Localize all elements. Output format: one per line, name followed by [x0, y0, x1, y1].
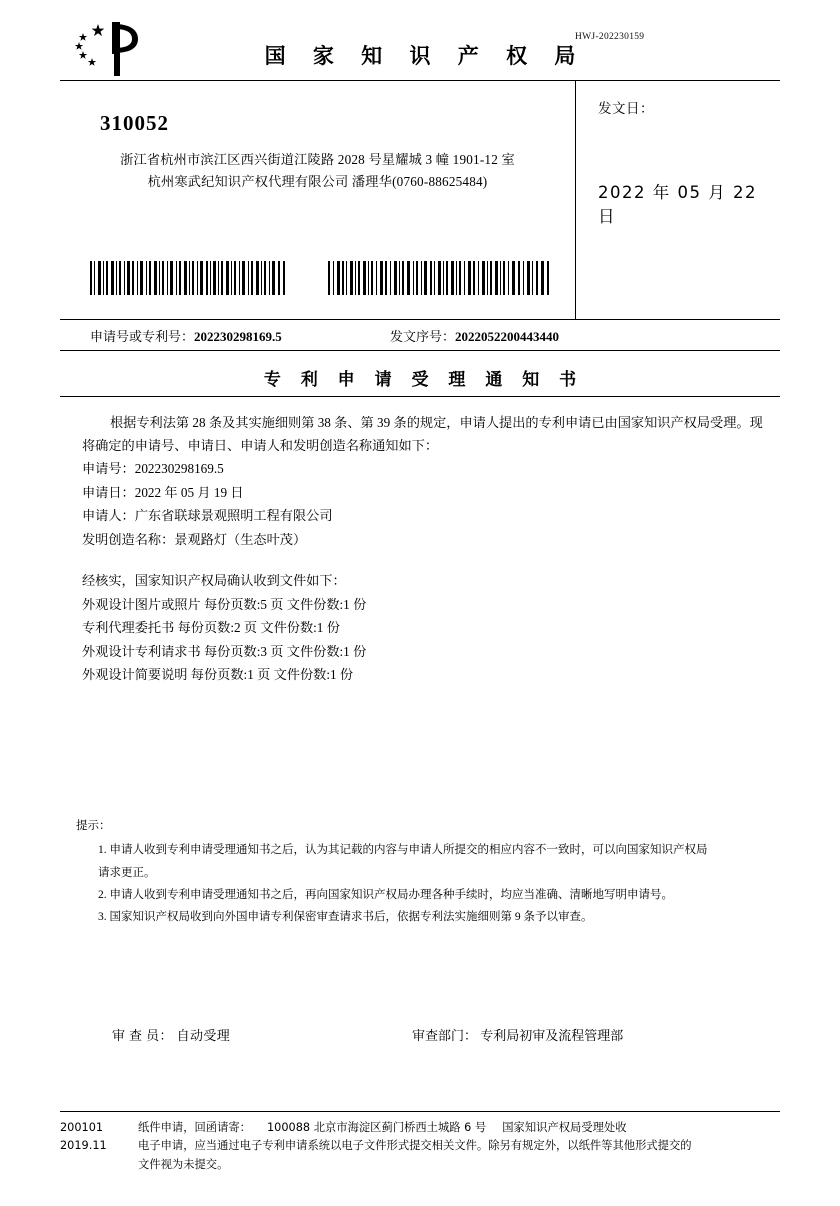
application-number-field [90, 326, 390, 345]
page-title: 国 家 知 识 产 权 局 [264, 44, 586, 68]
barcode-group [90, 261, 552, 295]
info-application-number: 申请号：202230298169.5 [82, 461, 224, 477]
footer-code-1: 200101 [60, 1121, 104, 1135]
barcode-serial-number [328, 261, 552, 295]
send-date-area [575, 81, 780, 319]
examiner-row [60, 1025, 780, 1044]
footer-line-3: 文件视为未提交。 [138, 1157, 229, 1171]
document-item: 专利代理委托书 每份页数:2 页 文件份数:1 份 [82, 620, 340, 636]
document-page [0, 18, 840, 1206]
note-item-continuation: 请求更正。 [98, 866, 156, 879]
footer-body [60, 1119, 780, 1174]
examiner-value: 自动受理 [176, 1027, 231, 1043]
footer-paper-label: 纸件申请，回函请寄： [138, 1121, 251, 1135]
document-footer [60, 1111, 780, 1174]
note-item: 2. 申请人收到专利申请受理通知书之后，再向国家知识产权局办理各种手续时，均应当准确、清晰地写明申请号。 [98, 888, 673, 901]
note-item: 1. 申请人收到专利申请受理通知书之后，认为其记载的内容与申请人所提交的相应内容不一致时，可以向国家知识产权局 [98, 844, 708, 857]
send-date-value: 2022 年 05 月 22 日 [598, 183, 757, 226]
footer-line-1 [138, 1119, 780, 1137]
footer-paper-address: 100088 北京市海淀区蓟门桥西土城路 6 号 [266, 1121, 487, 1135]
document-item: 外观设计图片或照片 每份页数:5 页 文件份数:1 份 [82, 596, 367, 612]
document-code: HWJ-202230159 [575, 32, 645, 42]
info-application-date: 申请日：2022 年 05 月 19 日 [82, 484, 244, 500]
address-line-2: 杭州寒武纪知识产权代理有限公司 潘理华(0760-88625484) [147, 174, 488, 190]
footer-code-2: 2019.11 [60, 1139, 107, 1153]
info-invention-name: 发明创造名称：景观路灯（生态叶茂） [82, 531, 307, 547]
examiner-field [112, 1025, 412, 1044]
application-number-row [60, 320, 780, 351]
application-number-value: 202230298169.5 [194, 328, 282, 344]
serial-number-value: 2022052200443440 [455, 328, 560, 344]
note-item: 3. 国家知识产权局收到向外国申请专利保密审查请求书后，依据专利法实施细则第 9 条予以审查。 [98, 911, 593, 924]
department-value: 专利局初审及流程管理部 [480, 1027, 624, 1043]
examiner-label: 审 查 员： [112, 1027, 173, 1043]
body-spacer [60, 551, 780, 569]
address-area [60, 81, 575, 319]
document-item: 外观设计专利请求书 每份页数:3 页 文件份数:1 份 [82, 643, 367, 659]
document-header [60, 18, 780, 80]
barcode-application-number [90, 261, 286, 295]
application-number-label: 申请号或专利号： [90, 328, 195, 344]
document-item: 外观设计简要说明 每份页数:1 页 文件份数:1 份 [82, 667, 354, 683]
department-field [412, 1025, 623, 1044]
footer-line-2: 电子申请，应当通过电子专利申请系统以电子文件形式提交相关文件。除另有规定外，以纸件等其他形式提交的 [138, 1139, 692, 1153]
footer-divider [60, 1111, 780, 1112]
serial-number-field [390, 326, 559, 345]
notes-title: 提示： [76, 819, 111, 832]
footer-paper-receiver: 国家知识产权局受理处收 [502, 1121, 627, 1135]
footer-codes [60, 1119, 138, 1174]
serial-number-label: 发文序号： [390, 328, 456, 344]
notes-section [60, 815, 780, 929]
postcode: 310052 [100, 111, 169, 135]
notice-title: 专 利 申 请 受 理 通 知 书 [263, 370, 584, 390]
footer-lines [138, 1119, 780, 1174]
department-label: 审查部门： [412, 1027, 478, 1043]
send-date-label: 发文日： [598, 101, 654, 116]
documents-intro: 经核实，国家知识产权局确认收到文件如下： [82, 573, 346, 589]
info-applicant: 申请人：广东省联球景观照明工程有限公司 [82, 508, 333, 524]
title-divider [60, 396, 780, 397]
address-line-1: 浙江省杭州市滨江区西兴街道江陵路 2028 号星耀城 3 幢 1901-12 室 [120, 152, 515, 167]
address-date-block [60, 81, 780, 320]
body-paragraph-1: 根据专利法第 28 条及其实施细则第 38 条、第 39 条的规定，申请人提出的专利申请已由国家知识产权局受理。现将确定的申请号、申请日、申请人和发明创造名称通知如下： [82, 415, 763, 454]
